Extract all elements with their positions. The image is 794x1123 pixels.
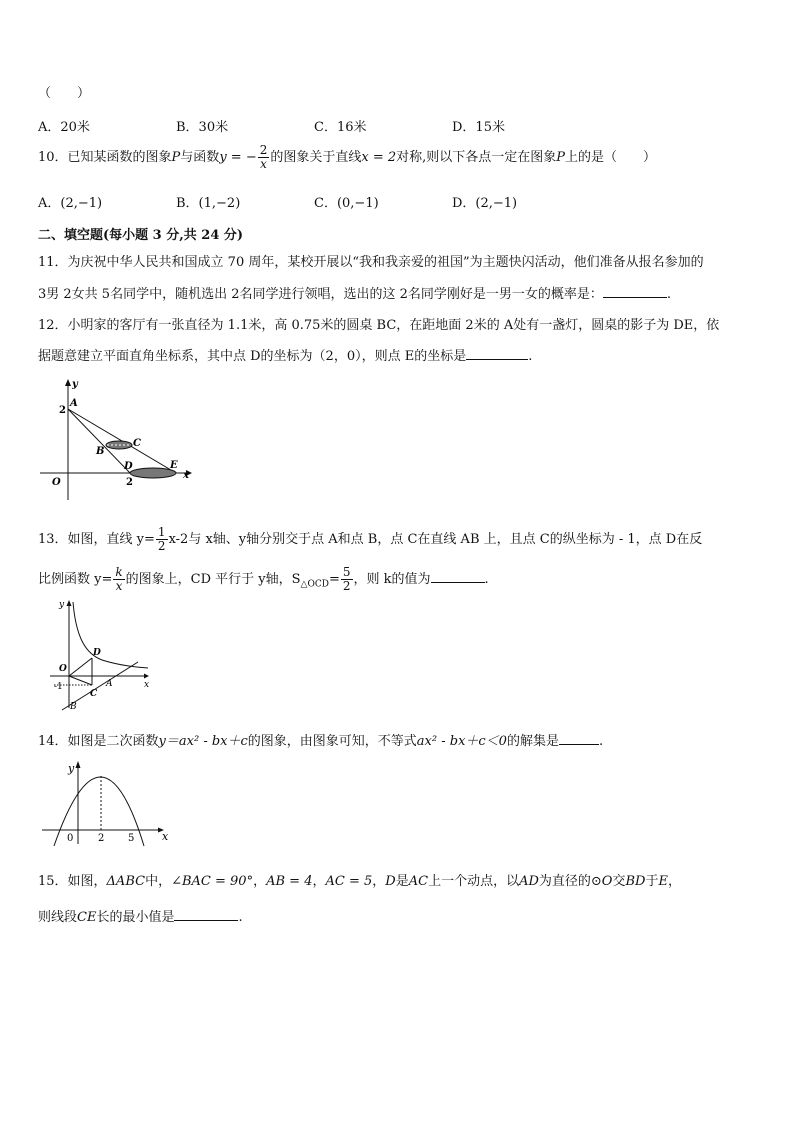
q9-option-b: B．30米 bbox=[176, 120, 229, 135]
q12-y-arrow bbox=[65, 379, 71, 386]
q12-label-d: D bbox=[124, 461, 133, 472]
q10-option-a: A．(2,−1) bbox=[38, 196, 103, 211]
q12-label-b: B bbox=[96, 446, 105, 457]
q11-line1: 11．为庆祝中华人民共和国成立 70 周年，某校开展以“我和我亲爱的祖国”为主题快闪活动，他们准备从报名参加的 bbox=[38, 255, 704, 270]
q12-label-c: C bbox=[133, 438, 141, 449]
q13-area-fraction: $\frac{5}{2}$ bbox=[342, 565, 351, 593]
q10-option-b: B．(1,−2) bbox=[176, 196, 241, 211]
q13-label-o: O bbox=[59, 664, 67, 674]
q14-label-5: 5 bbox=[128, 833, 135, 844]
q12-label-x: x bbox=[183, 470, 189, 481]
q14-figure bbox=[40, 758, 180, 848]
q13-k-fraction: $\frac{k}{x}$ bbox=[115, 565, 123, 593]
q10-option-d: D．(2,−1) bbox=[452, 196, 518, 211]
q12-label-e: E bbox=[170, 460, 178, 471]
q9-option-c: C．16米 bbox=[314, 120, 367, 135]
q12-label-2y: 2 bbox=[59, 405, 66, 416]
q13-label-x: x bbox=[144, 680, 150, 690]
q13-slope-fraction: $\frac{1}{2}$ bbox=[157, 525, 166, 553]
q13-segment-od bbox=[69, 658, 92, 676]
q13-label-a: A bbox=[106, 679, 113, 689]
q9-answer-paren: （ ） bbox=[38, 86, 91, 101]
section-heading: 二、填空题(每小题 3 分,共 24 分) bbox=[38, 228, 244, 243]
q14-answer-blank[interactable] bbox=[559, 732, 599, 745]
q13-label-b: B bbox=[70, 702, 77, 712]
q14-question: 14．如图是二次函数y＝ax² - bx＋c的图象，由图象可知，不等式ax² - bx＋c＜0的解集是 . bbox=[38, 734, 604, 749]
q13-x-arrow bbox=[144, 674, 149, 679]
q15-line1: 15．如图，ΔABC中，∠BAC = 90°，AB = 4，AC = 5，D是AC上一个动点，以AD为直径的⊙O交BD于E， bbox=[38, 874, 681, 889]
q13-hyperbola bbox=[73, 602, 148, 668]
q12-line1: 12．小明家的客厅有一张直径为 1.1米，高 0.75米的圆桌 BC，在距地面 2米的 A处有一盏灯，圆桌的影子为 DE，依 bbox=[38, 318, 720, 333]
q10-fraction: $\frac{2}{x}$ bbox=[259, 143, 268, 171]
q12-line2: 据题意建立平面直角坐标系，其中点 D的坐标为（2，0），则点 E的坐标是 . bbox=[38, 349, 533, 364]
q15-line2: 则线段CE长的最小值是 . bbox=[38, 910, 243, 925]
q10-option-c: C．(0,−1) bbox=[314, 196, 379, 211]
q13-label-neg1: -1 bbox=[54, 682, 63, 692]
q14-y-arrow bbox=[76, 761, 81, 768]
q12-label-2x: 2 bbox=[126, 477, 133, 488]
q12-answer-blank[interactable] bbox=[466, 347, 528, 360]
q9-option-d: D．15米 bbox=[452, 120, 505, 135]
q12-label-y: y bbox=[72, 379, 78, 390]
q13-label-y: y bbox=[59, 600, 65, 610]
q13-figure bbox=[40, 598, 160, 716]
q14-label-x: x bbox=[162, 830, 169, 843]
q12-label-o: O bbox=[52, 477, 61, 488]
q11-line2: 3男 2女共 5名同学中，随机选出 2名同学进行领唱，选出的这 2名同学刚好是一男一女的概率是： . bbox=[38, 287, 672, 302]
q15-answer-blank[interactable] bbox=[174, 908, 238, 921]
q14-label-y: y bbox=[68, 762, 75, 775]
q14-label-2: 2 bbox=[98, 833, 105, 844]
q12-label-a: A bbox=[70, 398, 78, 409]
q13-answer-blank[interactable] bbox=[431, 570, 485, 583]
q14-label-0: 0 bbox=[67, 833, 74, 844]
q13-line2: 比例函数 y= $\frac{k}{x}$ 的图象上，CD 平行于 y轴，$S_{\triangle OCD}=$ $\frac{5}{2}$ ，则 k的值为 . bbox=[38, 565, 489, 593]
q11-answer-blank[interactable] bbox=[603, 285, 667, 298]
q13-y-arrow bbox=[67, 600, 72, 606]
q13-label-c: C bbox=[90, 689, 98, 699]
q12-figure bbox=[40, 378, 200, 506]
q13-segment-oc bbox=[69, 676, 92, 685]
q13-line1: 13．如图，直线 y= $\frac{1}{2}$ x-2与 x轴、y轴分别交于点 A和点 B，点 C在直线 AB 上，且点 C的纵坐标为 - 1，点 D在反 bbox=[38, 525, 703, 553]
q9-option-a: A．20米 bbox=[38, 120, 90, 135]
q13-label-d: D bbox=[93, 648, 101, 658]
q10-question: 10．已知某函数的图象P与函数y = − $\frac{2}{x}$ 的图象关于直线x = 2对称,则以下各点一定在图象P上的是（ ） bbox=[38, 143, 657, 171]
